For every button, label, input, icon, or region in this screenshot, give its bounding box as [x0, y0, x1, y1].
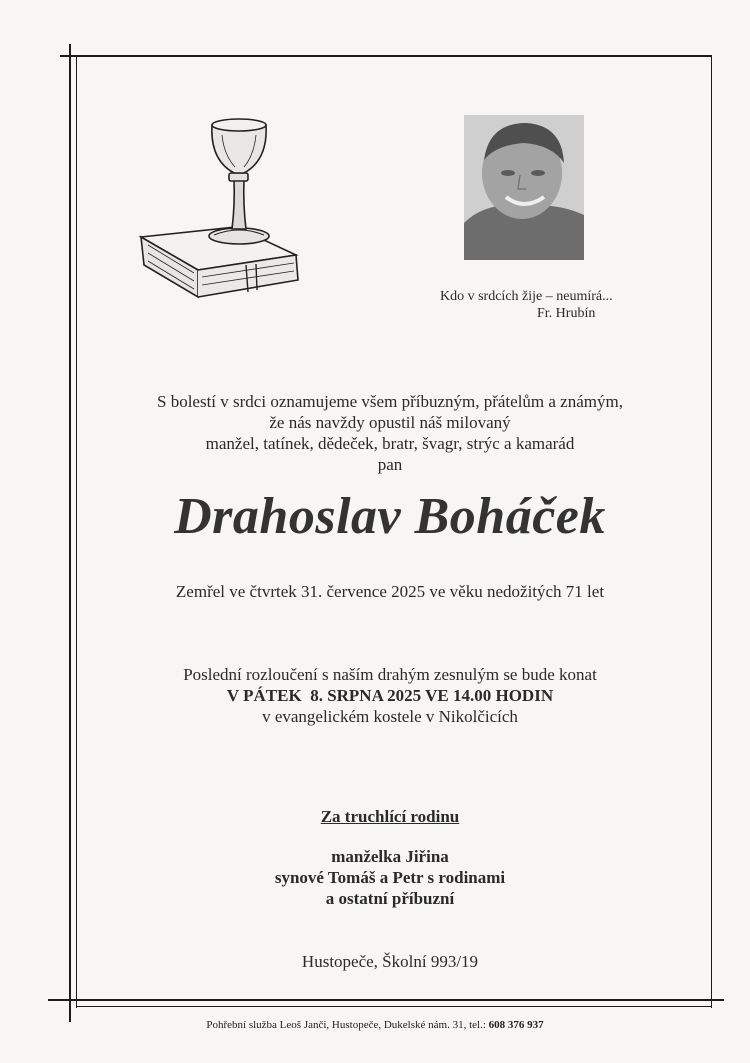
chalice-icon [136, 115, 306, 305]
announcement-line-4: pan [377, 455, 403, 474]
death-info: Zemřel ve čtvrtek 31. července 2025 ve věku nedožitých 71 let [175, 582, 605, 601]
family-members [60, 846, 720, 909]
announcement [60, 391, 720, 475]
farewell-line-1: Poslední rozloučení s naším drahým zesnulým se bude konat [183, 665, 597, 684]
quote-text: Kdo v srdcích žije – neumírá... [440, 289, 613, 304]
deceased-name: Drahoslav Boháček [174, 488, 606, 545]
family-member: manželka Jiřina [331, 847, 449, 866]
family-member: a ostatní příbuzní [325, 889, 455, 908]
farewell-info [60, 664, 720, 727]
portrait-photo [464, 115, 584, 260]
farewell-date-time: V PÁTEK 8. SRPNA 2025 VE 14.00 HODIN [226, 686, 554, 705]
family-member: synové Tomáš a Petr s rodinami [274, 868, 506, 887]
frame-bottom-inner [76, 1006, 712, 1007]
frame-top [60, 55, 712, 57]
address: Hustopeče, Školní 993/19 [301, 952, 479, 971]
footer-phone: 608 376 937 [488, 1019, 544, 1031]
farewell-place: v evangelickém kostele v Nikolčicích [262, 707, 518, 726]
announcement-line-3: manžel, tatínek, dědeček, bratr, švagr, strýc a kamarád [205, 434, 575, 453]
quote-author: Fr. Hrubín [537, 306, 596, 321]
announcement-line-1: S bolestí v srdci oznamujeme všem příbuzným, přátelům a známým, [157, 392, 623, 411]
funeral-service-footer [0, 1019, 750, 1031]
frame-bottom-outer [48, 999, 724, 1001]
footer-text: Pohřební služba Leoš Janči, Hustopeče, Dukelské nám. 31, tel.: [206, 1019, 489, 1031]
announcement-line-2: že nás navždy opustil náš milovaný [269, 413, 511, 432]
family-heading: Za truchlící rodinu [320, 807, 460, 826]
